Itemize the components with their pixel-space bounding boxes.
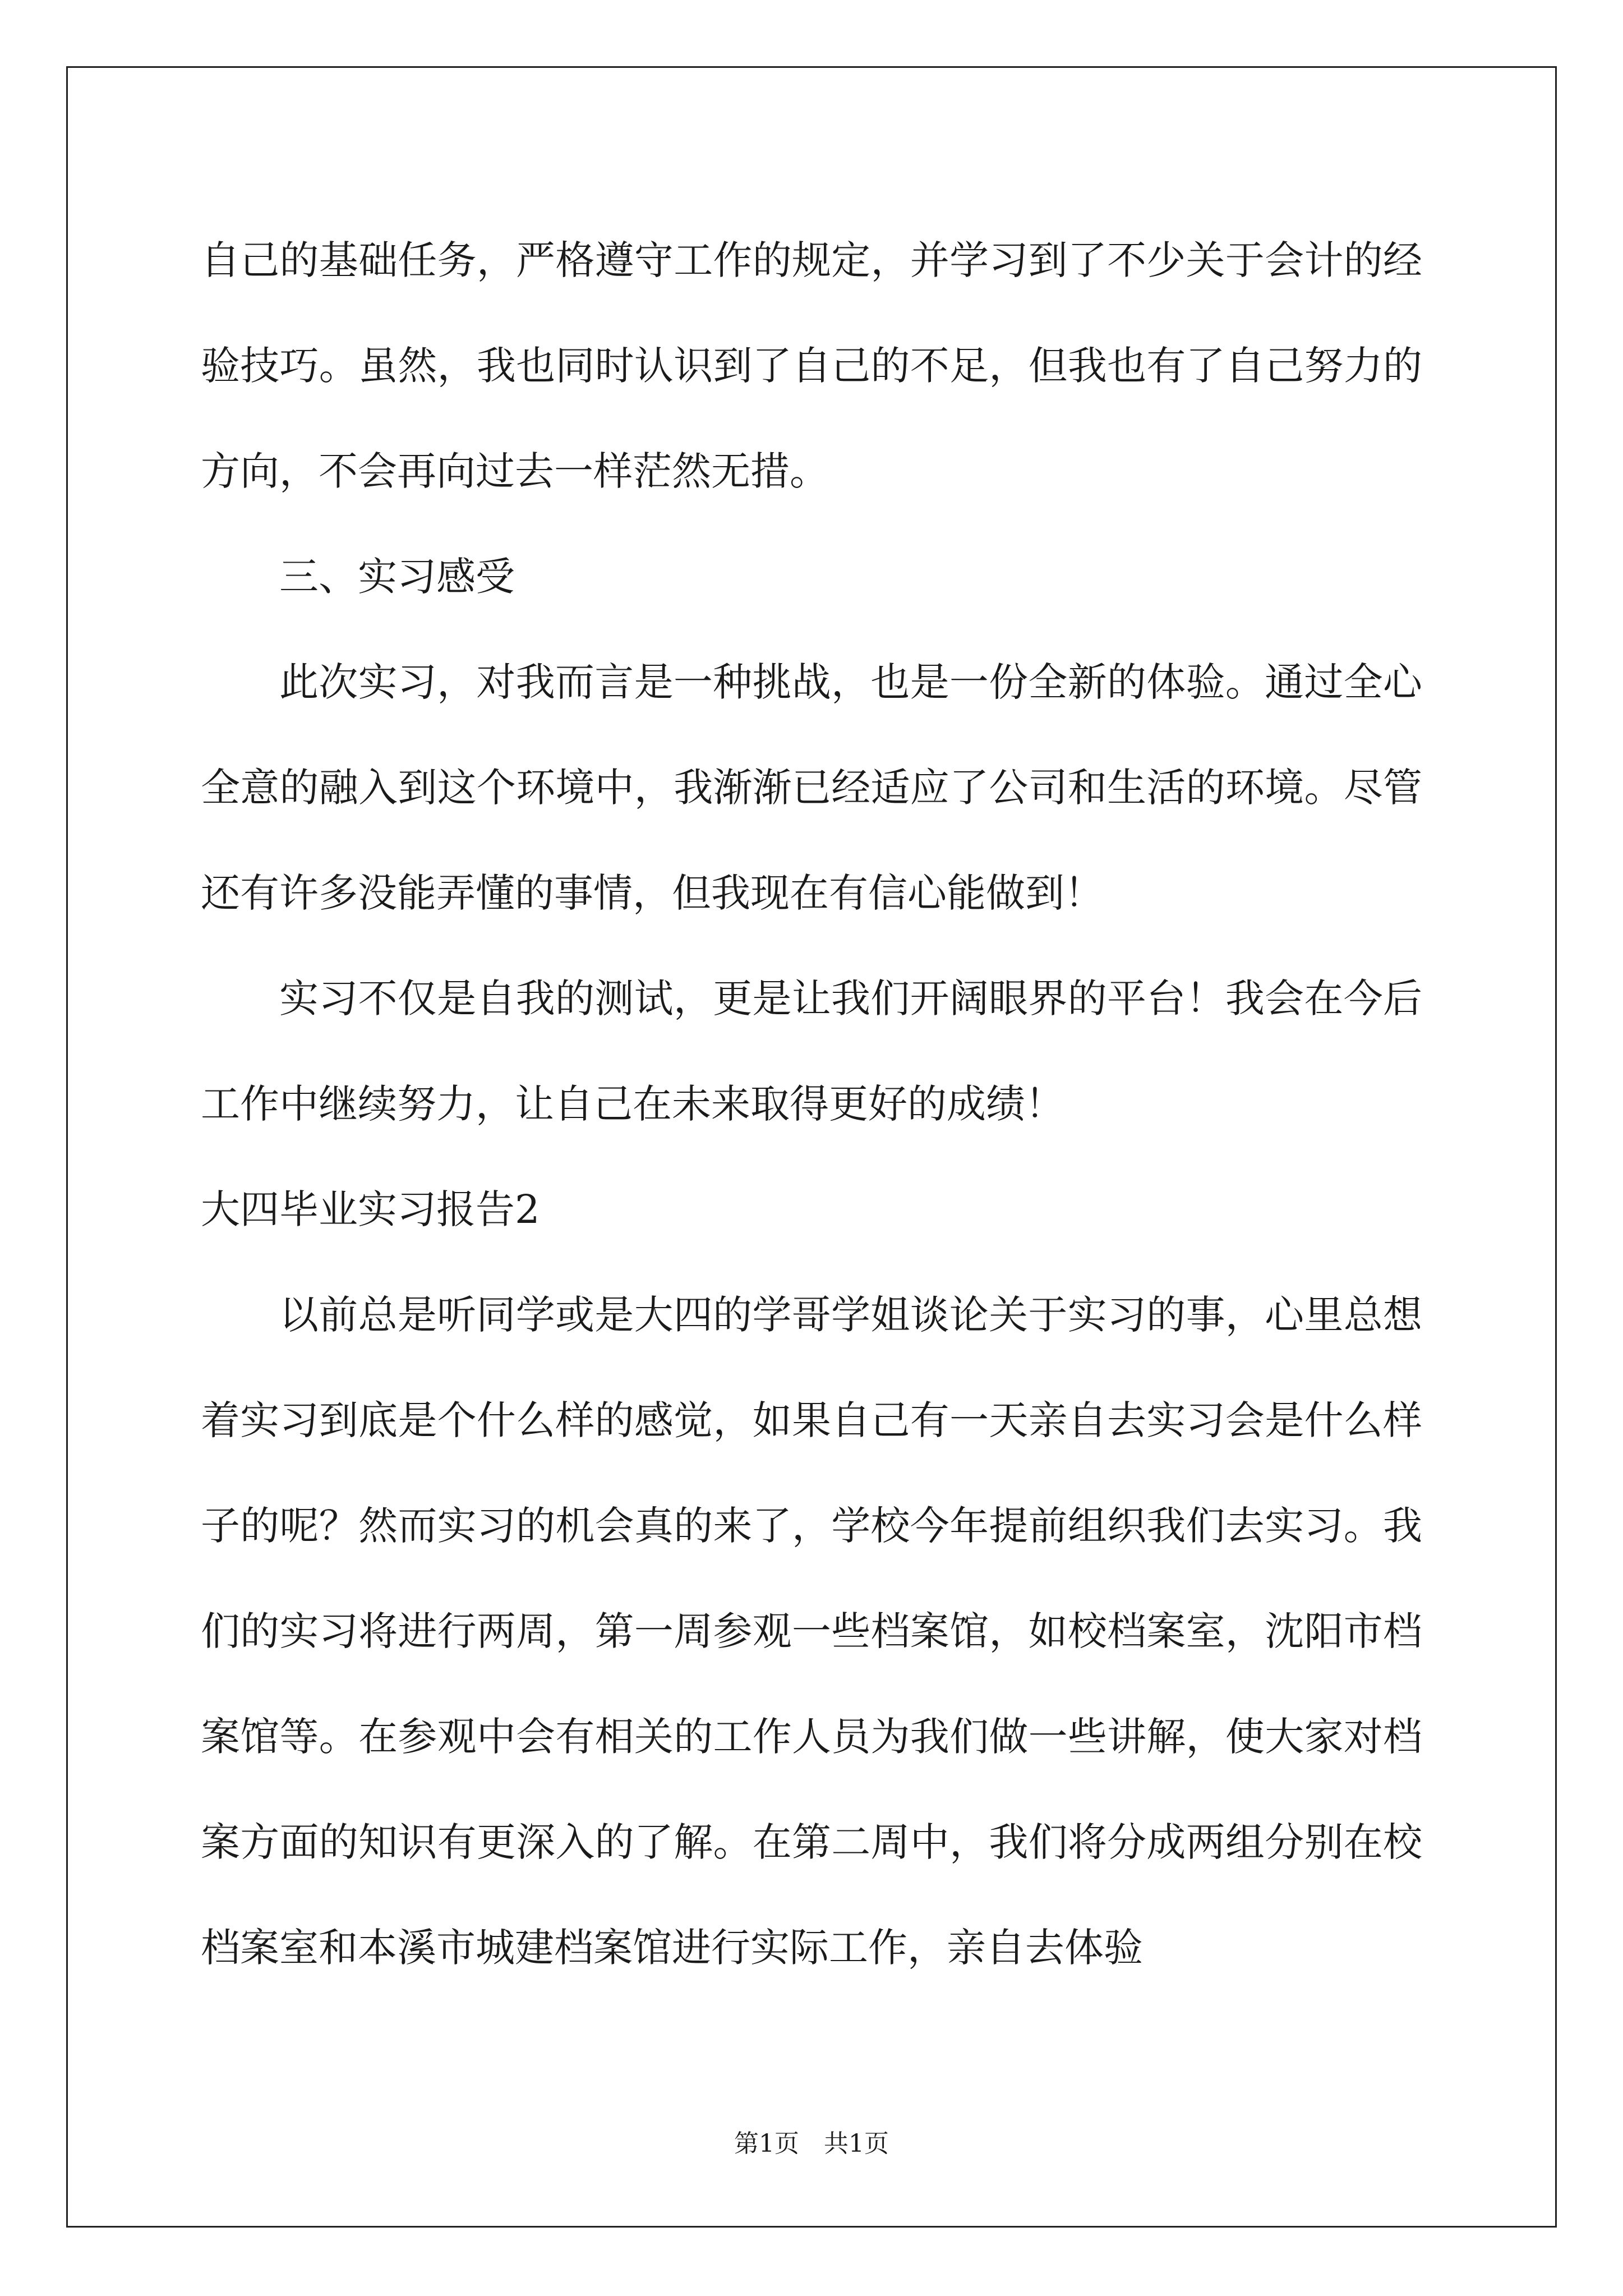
paragraph-report-intro: 以前总是听同学或是大四的学哥学姐谈论关于实习的事，心里总想着实习到底是个什么样的感觉，如果自己有一天亲自去实习会是什么样子的呢？然而实习的机会真的来了，学校今年提前组织我们去实习。我们的实习将进行两周，第一周参观一些档案馆，如校档案室，沈阳市档案馆等。在参观中会有相关的工作人员为我们做一些讲解，使大家对档案方面的知识有更深入的了解。在第二周中，我们将分成两组分别在校档案室和本溪市城建档案馆进行实际工作，亲自去体验 [201, 1292, 1422, 1971]
section-heading-experience: 三、实习感受 [279, 554, 515, 600]
document-body [201, 208, 1422, 2000]
page-number-footer: 第1页 共1页 [734, 2129, 889, 2158]
paragraph-experience: 此次实习，对我而言是一种挑战，也是一份全新的体验。通过全心全意的融入到这个环境中，我渐渐已经适应了公司和生活的环境。尽管还有许多没能弄懂的事情，但我现在有信心能做到！ [201, 659, 1422, 916]
paragraph-continued: 自己的基础任务，严格遵守工作的规定，并学习到了不少关于会计的经验技巧。虽然，我也同时认识到了自己的不足，但我也有了自己努力的方向，不会再向过去一样茫然无措。 [201, 237, 1422, 494]
paragraph-conclusion: 实习不仅是自我的测试，更是让我们开阔眼界的平台！我会在今后工作中继续努力，让自己在未来取得更好的成绩！ [201, 976, 1422, 1127]
report-title: 大四毕业实习报告2 [201, 1186, 540, 1232]
